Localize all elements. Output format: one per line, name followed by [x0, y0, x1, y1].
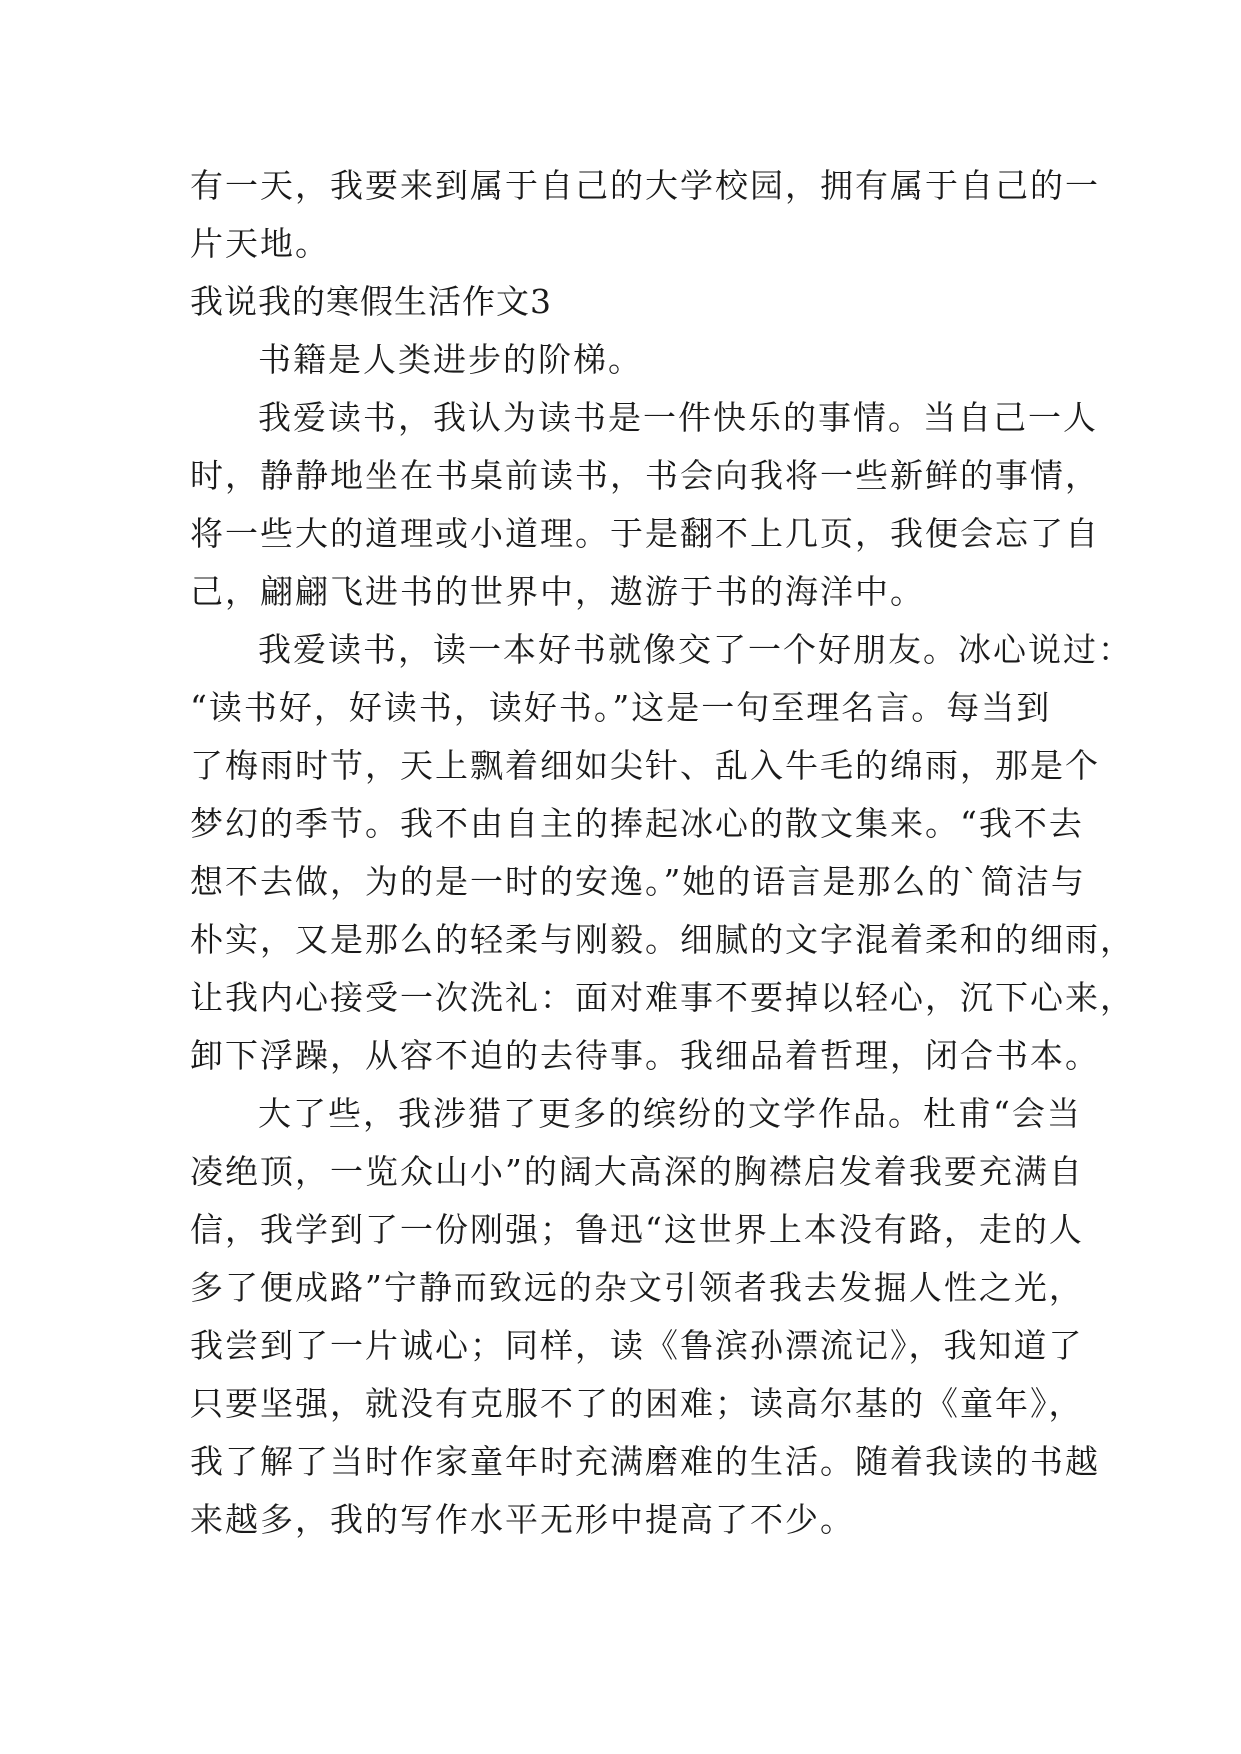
text-line: 来越多，我的写作水平无形中提高了不少。	[190, 1500, 855, 1539]
text-line: 卸下浮躁，从容不迫的去待事。我细品着哲理，闭合书本。	[190, 1036, 1100, 1075]
text-line: “读书好，好读书，读好书。”这是一句至理名言。每当到	[190, 688, 1052, 727]
text-line: 有一天，我要来到属于自己的大学校园，拥有属于自己的一	[190, 166, 1100, 205]
text-line: 时，静静地坐在书桌前读书，书会向我将一些新鲜的事情，	[190, 456, 1100, 495]
document-body	[190, 157, 1135, 1549]
text-line: 让我内心接受一次洗礼：面对难事不要掉以轻心，沉下心来，	[190, 978, 1135, 1017]
text-line: 多了便成路”宁静而致远的杂文引领者我去发掘人性之光，	[190, 1268, 1084, 1307]
text-line: 凌绝顶，一览众山小”的阔大高深的胸襟启发着我要充满自	[190, 1152, 1084, 1191]
text-line: 我了解了当时作家童年时充满磨难的生活。随着我读的书越	[190, 1442, 1100, 1481]
text-line: 只要坚强，就没有克服不了的困难；读高尔基的《童年》，	[190, 1384, 1084, 1423]
text-line: 信，我学到了一份刚强；鲁迅“这世界上本没有路，走的人	[190, 1210, 1084, 1249]
text-line: 书籍是人类进步的阶梯。	[258, 340, 643, 379]
text-line: 大了些，我涉猎了更多的缤纷的文学作品。杜甫“会当	[258, 1094, 1082, 1133]
text-line: 己，翩翩飞进书的世界中，遨游于书的海洋中。	[190, 572, 925, 611]
text-line: 朴实，又是那么的轻柔与刚毅。细腻的文字混着柔和的细雨，	[190, 920, 1135, 959]
text-line: 想不去做，为的是一时的安逸。”她的语言是那么的`简洁与	[190, 862, 1086, 901]
text-line: 了梅雨时节，天上飘着细如尖针、乱入牛毛的绵雨，那是个	[190, 746, 1100, 785]
section-heading: 我说我的寒假生活作文3	[190, 282, 552, 321]
text-line: 梦幻的季节。我不由自主的捧起冰心的散文集来。“我不去	[190, 804, 1084, 843]
text-line: 我爱读书，我认为读书是一件快乐的事情。当自己一人	[258, 398, 1098, 437]
text-line: 我尝到了一片诚心；同样，读《鲁滨孙漂流记》，我知道了	[190, 1326, 1084, 1365]
text-line: 我爱读书，读一本好书就像交了一个好朋友。冰心说过：	[258, 630, 1133, 669]
text-line: 片天地。	[190, 224, 330, 263]
text-line: 将一些大的道理或小道理。于是翻不上几页，我便会忘了自	[190, 514, 1100, 553]
